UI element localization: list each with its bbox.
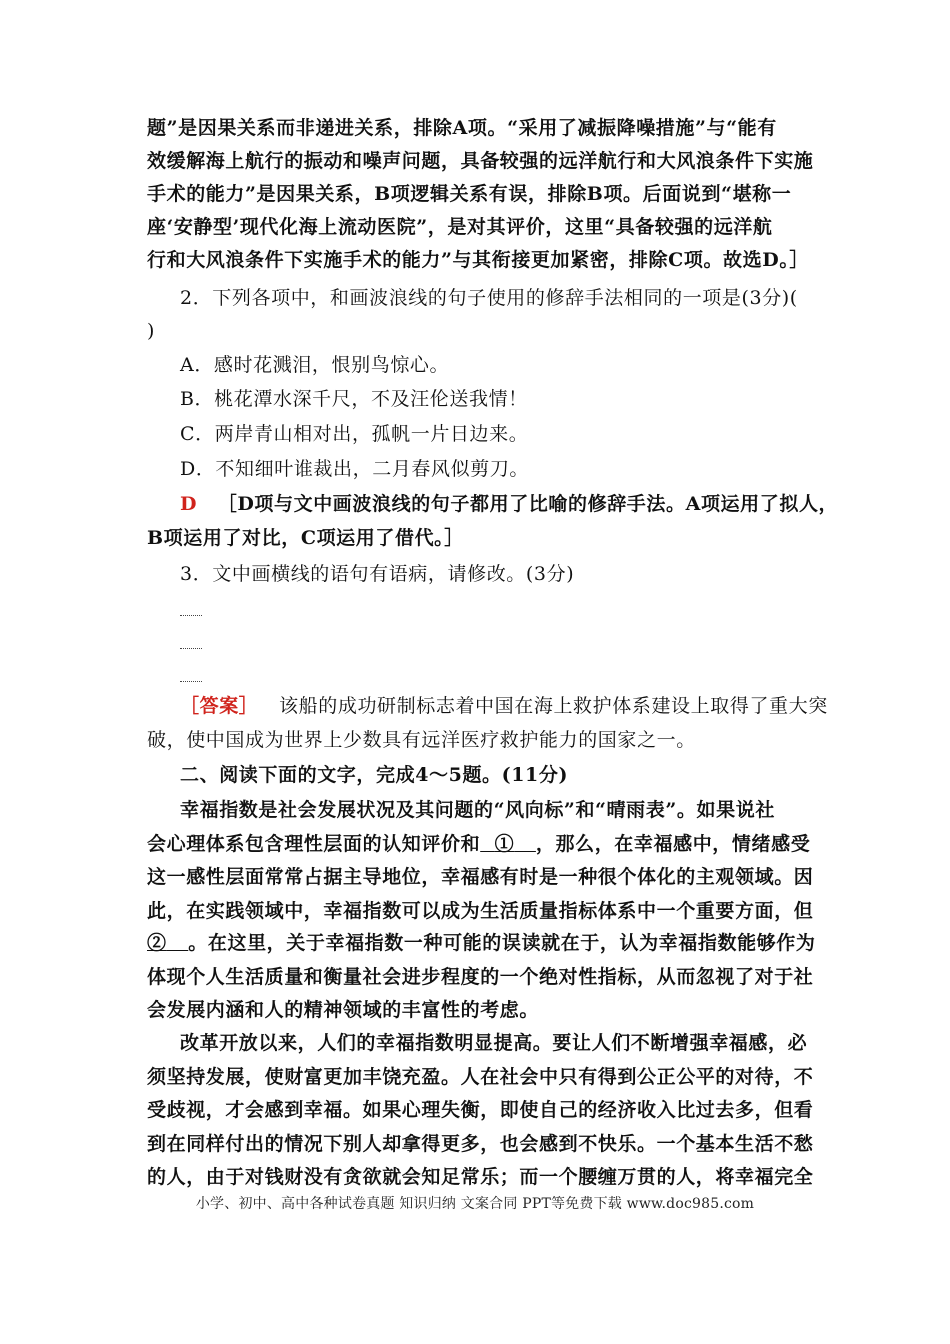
section-2-heading: 二、阅读下面的文字，完成4～5题。(11分)	[180, 764, 569, 786]
footer-text: 小学、初中、高中各种试卷真题 知识归纳 文案合同 PPT等免费下载 www.doc985.com	[195, 1196, 755, 1212]
explanation-line-2: 效缓解海上航行的振动和噪声问题，具备较强的远洋航行和大风浪条件下实施	[147, 150, 814, 172]
explanation-line-3: 手术的能力”是因果关系，B项逻辑关系有误，排除B项。后面说到“堪称一	[147, 183, 792, 205]
question-2-stem-end: )	[147, 320, 156, 342]
question-2-stem: 2．下列各项中，和画波浪线的句子使用的修辞手法相同的一项是(3分)(	[180, 287, 798, 309]
blank-line-2	[180, 648, 202, 649]
explanation-line-5: 行和大风浪条件下实施手术的能力”与其衔接更加紧密，排除C项。故选D。］	[147, 249, 810, 271]
option-d: D．不知细叶谁裁出，二月春风似剪刀。	[180, 458, 530, 480]
passage-p1-line-7: 会发展内涵和人的精神领域的丰富性的考虑。	[147, 999, 540, 1021]
answer-line-2: 破，使中国成为世界上少数具有远洋医疗救护能力的国家之一。	[147, 729, 696, 751]
answer-line-1: 该船的成功研制标志着中国在海上救护体系建设上取得了重大突	[279, 695, 828, 717]
passage-p1-line-4: 此，在实践领域中，幸福指数可以成为生活质量指标体系中一个重要方面，但	[147, 900, 814, 922]
passage-p1-line-1: 幸福指数是社会发展状况及其问题的“风向标”和“晴雨表”。如果说社	[180, 799, 775, 821]
passage-p2-line-2: 须坚持发展，使财富更加丰饶充盈。人在社会中只有得到公正公平的对待，不	[147, 1066, 814, 1088]
passage-p1-line-5-text: 。在这里，关于幸福指数一种可能的误读就在于，认为幸福指数能够作为	[188, 932, 816, 954]
option-b: B．桃花潭水深千尺，不及汪伦送我情！	[180, 388, 528, 410]
blank-2	[147, 932, 188, 954]
answer-label: ［答案］	[180, 695, 259, 717]
passage-p1-line-6: 体现个人生活质量和衡量社会进步程度的一个绝对性指标，从而忽视了对于社	[147, 966, 814, 988]
passage-p2-line-3: 受歧视，才会感到幸福。如果心理失衡，即使自己的经济收入比过去多，但看	[147, 1099, 814, 1121]
option-c: C．两岸青山相对出，孤帆一片日边来。	[180, 423, 529, 445]
question-2-answer-row	[180, 493, 838, 515]
passage-p2-line-4: 到在同样付出的情况下别人却拿得更多，也会感到不快乐。一个基本生活不愁	[147, 1133, 814, 1155]
blank-line-1	[180, 615, 202, 616]
explanation-line-1: 题”是因果关系而非递进关系，排除A项。“采用了减振降噪措施”与“能有	[147, 117, 777, 139]
passage-p1-line-5	[147, 932, 815, 954]
passage-p1-line-2	[147, 833, 810, 855]
blank-line-3	[180, 681, 202, 682]
passage-p2-line-5: 的人，由于对钱财没有贪欲就会知足常乐；而一个腰缠万贯的人，将幸福完全	[147, 1166, 814, 1188]
explanation-line-4: 座‘安静型’现代化海上流动医院”，是对其评价，这里“具备较强的远洋航	[147, 216, 773, 238]
option-a: A．感时花溅泪，恨别鸟惊心。	[180, 354, 450, 376]
blank-1-label: ①	[494, 833, 515, 855]
passage-p1-line-3: 这一感性层面常常占据主导地位，幸福感有时是一种很个体化的主观领域。因	[147, 866, 814, 888]
analysis-line-2: B项运用了对比，C项运用了借代。］	[147, 527, 464, 549]
answer-letter: D	[180, 493, 198, 515]
passage-p1-line-2a: 会心理体系包含理性层面的认知评价和	[147, 833, 481, 855]
blank-1	[480, 833, 536, 855]
question-3-answer-row	[180, 695, 828, 717]
blank-2-label: ②	[147, 932, 167, 954]
analysis-line-1: ［D项与文中画波浪线的句子都用了比喻的修辞手法。A项运用了拟人，	[217, 493, 839, 515]
passage-p1-line-2b: ，那么，在幸福感中，情绪感受	[535, 833, 811, 855]
question-3-stem: 3．文中画横线的语句有语病，请修改。(3分)	[180, 563, 575, 585]
passage-p2-line-1: 改革开放以来，人们的幸福指数明显提高。要让人们不断增强幸福感，必	[180, 1032, 808, 1054]
